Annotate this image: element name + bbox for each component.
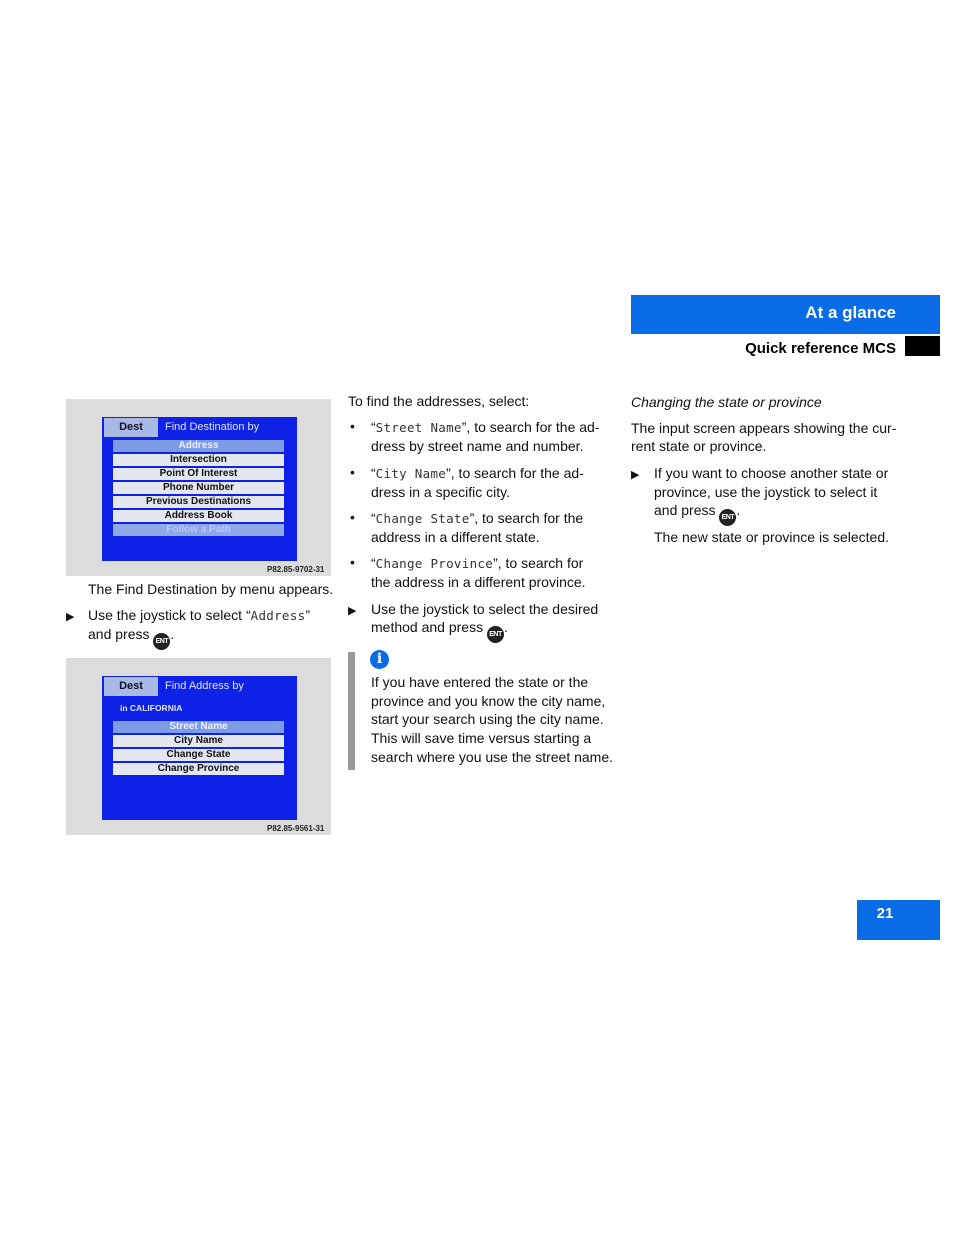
heading-changing-state: Changing the state or province	[631, 394, 822, 410]
bullet-change-province: “Change Province”, to search for	[371, 555, 584, 571]
screen-subtitle: in CALIFORNIA	[120, 703, 183, 713]
ent-button-icon: ENT	[719, 509, 736, 526]
bullet-icon: •	[350, 418, 355, 434]
image-code: P82.85-9561-31	[267, 824, 325, 833]
bullet-change-state: “Change State”, to search for the	[371, 510, 584, 526]
subsection-marker	[905, 336, 940, 356]
step-select-method: Use the joystick to select the desired	[371, 601, 599, 617]
section-title: At a glance	[805, 303, 896, 322]
bullet-street-name: “Street Name”, to search for the ad-	[371, 419, 600, 435]
menu-list	[113, 440, 284, 540]
tab-dest: Dest	[104, 677, 158, 696]
para-line-2: rent state or province.	[631, 438, 767, 454]
info-line-5: search where you use the street name.	[371, 749, 614, 765]
info-bar	[348, 652, 355, 770]
page-number: 21	[876, 905, 894, 922]
nav-screen	[102, 676, 297, 820]
info-line-1: If you have entered the state or the	[371, 674, 589, 690]
bullet-city-name-line2: dress in a specific city.	[371, 484, 511, 500]
screenshot-find-address	[66, 658, 331, 835]
screen-title: Find Address by	[165, 680, 244, 692]
info-line-4: This will save time versus starting a	[371, 730, 592, 746]
para-line-1: The input screen appears showing the cur-	[631, 420, 897, 436]
tab-dest: Dest	[104, 418, 158, 437]
menu-item-address-book: Address Book	[113, 510, 284, 523]
info-icon: i	[370, 650, 389, 669]
bullet-change-state-line2: address in a different state.	[371, 529, 540, 545]
step-line-3: and press ENT .	[654, 501, 740, 526]
nav-screen	[102, 417, 297, 561]
caption-menu-appears: The Find Destination by menu appears.	[88, 581, 334, 597]
code-address: Address	[250, 608, 306, 623]
ent-button-icon: ENT	[153, 633, 170, 650]
menu-item-phone-number: Phone Number	[113, 482, 284, 495]
menu-item-street-name: Street Name	[113, 721, 284, 734]
result-text: The new state or province is selected.	[654, 529, 890, 545]
bullet-street-name-line2: dress by street name and number.	[371, 438, 584, 454]
bullet-icon: •	[350, 554, 355, 570]
step-arrow-icon: ▶	[66, 611, 75, 623]
menu-item-previous-destinations: Previous Destinations	[113, 496, 284, 509]
menu-list	[113, 721, 284, 781]
image-code: P82.85-9702-31	[267, 565, 325, 574]
step-line-1: If you want to choose another state or	[654, 465, 889, 481]
menu-item-intersection: Intersection	[113, 454, 284, 467]
menu-item-city-name: City Name	[113, 735, 284, 748]
step-line-2: province, use the joystick to select it	[654, 484, 878, 500]
step-arrow-icon: ▶	[348, 605, 357, 617]
step-press-ent: method and press ENT .	[371, 618, 508, 643]
intro-text: To find the addresses, select:	[348, 393, 530, 409]
step-arrow-icon: ▶	[631, 469, 640, 481]
menu-item-follow-a-path: Follow a Path	[113, 524, 284, 537]
info-line-2: province and you know the city name,	[371, 693, 606, 709]
screen-title: Find Destination by	[165, 421, 260, 433]
subsection-title: Quick reference MCS	[745, 340, 896, 357]
bullet-icon: •	[350, 509, 355, 525]
menu-item-point-of-interest: Point Of Interest	[113, 468, 284, 481]
step-press-ent: and press ENT .	[88, 625, 174, 650]
bullet-change-province-line2: the address in a different province.	[371, 574, 586, 590]
ent-button-icon: ENT	[487, 626, 504, 643]
screenshot-find-destination	[66, 399, 331, 576]
info-line-3: start your search using the city name.	[371, 711, 604, 727]
bullet-city-name: “City Name”, to search for the ad-	[371, 465, 584, 481]
menu-item-address: Address	[113, 440, 284, 453]
menu-item-change-province: Change Province	[113, 763, 284, 776]
menu-item-change-state: Change State	[113, 749, 284, 762]
bullet-icon: •	[350, 464, 355, 480]
step-select-address: Use the joystick to select “Address”	[88, 607, 311, 623]
